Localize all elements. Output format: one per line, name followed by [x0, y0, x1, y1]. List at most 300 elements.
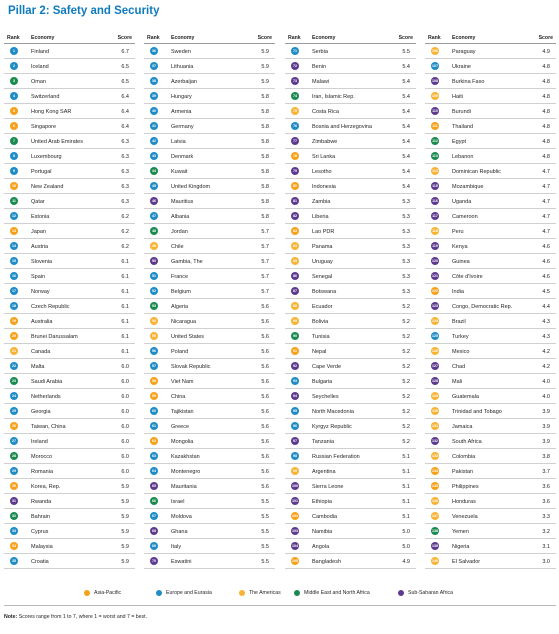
rank-badge: 125	[432, 334, 438, 339]
score-value: 5.8	[261, 153, 269, 160]
score-value: 6.7	[121, 48, 129, 55]
economy-name: Netherlands	[31, 393, 61, 400]
table-row	[144, 59, 275, 74]
rank-badge: 11	[10, 197, 18, 205]
economy-name: Viet Nam	[171, 378, 194, 385]
score-value: 4.6	[542, 243, 550, 250]
score-value: 5.9	[261, 78, 269, 85]
score-value: 5.4	[402, 138, 410, 145]
rank-badge: 96	[293, 424, 297, 429]
rank-badge: 49	[152, 244, 156, 249]
rank-badge: 133	[432, 454, 438, 459]
score-value: 5.8	[261, 213, 269, 220]
table-row	[4, 44, 135, 59]
rank-badge: 105	[292, 559, 298, 564]
table-row	[144, 149, 275, 164]
table-row	[285, 179, 416, 194]
score-value: 5.4	[402, 168, 410, 175]
economy-name: Rwanda	[31, 498, 52, 505]
economy-name: Yemen	[452, 528, 469, 535]
table-row	[144, 194, 275, 209]
score-value: 6.5	[121, 63, 129, 70]
rank-badge: 72	[293, 64, 297, 69]
table-row	[425, 209, 556, 224]
economy-name: Austria	[31, 243, 49, 250]
economy-name: Norway	[31, 288, 50, 295]
rank-badge: 91	[293, 349, 297, 354]
score-value: 5.6	[261, 363, 269, 370]
rank-badge: 87	[293, 289, 297, 294]
table-row	[285, 404, 416, 419]
table-row	[144, 389, 275, 404]
economy-name: Slovenia	[31, 258, 53, 265]
table-row	[285, 554, 416, 569]
score-value: 5.4	[402, 93, 410, 100]
ranking-column	[144, 35, 275, 569]
score-value: 6.2	[121, 213, 129, 220]
table-row	[144, 419, 275, 434]
legend-label: The Americas	[249, 590, 281, 596]
table-row	[425, 44, 556, 59]
economy-name: Nepal	[312, 348, 327, 355]
score-value: 5.1	[402, 513, 410, 520]
score-value: 6.0	[121, 378, 129, 385]
economy-name: Chile	[171, 243, 184, 250]
score-value: 5.6	[261, 408, 269, 415]
rank-badge: 74	[293, 94, 297, 99]
header-rank: Rank	[7, 35, 20, 41]
score-value: 6.1	[121, 273, 129, 280]
economy-name: Uruguay	[312, 258, 333, 265]
table-row	[144, 269, 275, 284]
table-row	[285, 359, 416, 374]
rank-badge: 117	[432, 214, 438, 219]
rank-badge: 78	[293, 154, 297, 159]
table-row	[4, 119, 135, 134]
rank-badge: 132	[432, 439, 438, 444]
economy-name: Sri Lanka	[312, 153, 336, 160]
score-value: 5.7	[261, 228, 269, 235]
score-value: 3.6	[542, 498, 550, 505]
economy-name: Cameroon	[452, 213, 478, 220]
rank-badge: 135	[432, 484, 438, 489]
economy-name: India	[452, 288, 464, 295]
table-row	[4, 464, 135, 479]
score-value: 5.6	[261, 393, 269, 400]
score-value: 4.7	[542, 168, 550, 175]
rank-badge: 58	[152, 379, 156, 384]
rank-badge: 123	[432, 304, 438, 309]
rank-badge: 95	[293, 409, 297, 414]
rank-badge: 38	[152, 79, 156, 84]
table-row	[4, 539, 135, 554]
score-value: 4.4	[542, 303, 550, 310]
table-row	[285, 284, 416, 299]
table-row	[144, 509, 275, 524]
rank-badge: 102	[292, 514, 298, 519]
rank-badge: 99	[293, 469, 297, 474]
score-value: 5.8	[261, 93, 269, 100]
score-value: 4.8	[542, 108, 550, 115]
table-row	[4, 314, 135, 329]
header-score: Score	[117, 35, 132, 41]
table-row	[425, 284, 556, 299]
economy-name: Mauritania	[171, 483, 197, 490]
table-row	[4, 74, 135, 89]
rank-badge: 113	[432, 154, 438, 159]
rank-badge: 19	[12, 319, 16, 324]
rank-badge: 129	[432, 394, 438, 399]
economy-name: Burundi	[452, 108, 471, 115]
score-value: 6.3	[121, 153, 129, 160]
economy-name: Australia	[31, 318, 53, 325]
score-value: 5.2	[402, 393, 410, 400]
score-value: 5.9	[121, 498, 129, 505]
score-value: 5.2	[402, 348, 410, 355]
score-value: 4.9	[402, 558, 410, 565]
score-value: 5.3	[402, 198, 410, 205]
score-value: 4.7	[542, 228, 550, 235]
score-value: 6.4	[121, 123, 129, 130]
table-row	[144, 479, 275, 494]
table-row	[144, 314, 275, 329]
score-value: 5.5	[261, 528, 269, 535]
rank-badge: 65	[152, 484, 156, 489]
score-value: 5.2	[402, 333, 410, 340]
economy-name: Bolivia	[312, 318, 329, 325]
rank-badge: 121	[432, 274, 438, 279]
economy-name: Ireland	[31, 438, 48, 445]
table-row	[4, 104, 135, 119]
economy-name: Lebanon	[452, 153, 474, 160]
score-value: 6.0	[121, 363, 129, 370]
column-header	[144, 35, 275, 43]
score-value: 4.7	[542, 183, 550, 190]
ranking-column	[285, 35, 416, 569]
score-value: 3.9	[542, 438, 550, 445]
table-row	[425, 494, 556, 509]
legend-item	[294, 590, 370, 596]
table-row	[285, 134, 416, 149]
table-row	[425, 119, 556, 134]
rank-badge: 116	[432, 199, 438, 204]
score-value: 3.7	[542, 468, 550, 475]
rank-badge: 92	[293, 364, 297, 369]
rank-badge: 24	[12, 394, 16, 399]
legend-label: Middle East and North Africa	[304, 590, 370, 596]
economy-name: Kyrgyz Republic	[312, 423, 352, 430]
score-value: 3.6	[542, 483, 550, 490]
table-row	[144, 434, 275, 449]
score-value: 5.4	[402, 123, 410, 130]
economy-name: Colombia	[452, 453, 476, 460]
economy-name: Poland	[171, 348, 189, 355]
legend-swatch	[398, 590, 404, 596]
economy-name: Namibia	[312, 528, 333, 535]
column-header	[285, 35, 416, 43]
rank-badge: 137	[432, 514, 438, 519]
economy-name: Mali	[452, 378, 463, 385]
score-value: 5.7	[261, 243, 269, 250]
rank-badge: 53	[152, 304, 156, 309]
score-value: 6.0	[121, 438, 129, 445]
rank-badge: 68	[152, 529, 156, 534]
rank-badge: 41	[152, 124, 156, 129]
economy-name: Armenia	[171, 108, 192, 115]
rank-badge: 82	[293, 214, 297, 219]
table-row	[285, 254, 416, 269]
score-value: 4.7	[542, 198, 550, 205]
economy-name: China	[171, 393, 186, 400]
rank-badge: 71	[293, 49, 297, 54]
economy-name: Malawi	[312, 78, 330, 85]
score-value: 5.6	[261, 468, 269, 475]
score-value: 5.4	[402, 108, 410, 115]
table-row	[144, 329, 275, 344]
score-value: 5.5	[261, 513, 269, 520]
economy-name: Sweden	[171, 48, 191, 55]
score-value: 4.2	[542, 348, 550, 355]
score-value: 5.2	[402, 318, 410, 325]
table-row	[285, 464, 416, 479]
score-value: 5.3	[402, 258, 410, 265]
score-value: 5.9	[121, 513, 129, 520]
score-value: 6.0	[121, 408, 129, 415]
table-row	[285, 119, 416, 134]
economy-name: Bangladesh	[312, 558, 342, 565]
rank-badge: 111	[432, 124, 438, 129]
score-value: 5.8	[261, 138, 269, 145]
score-value: 5.9	[121, 528, 129, 535]
economy-name: Montenegro	[171, 468, 201, 475]
table-row	[4, 374, 135, 389]
economy-name: Estonia	[31, 213, 50, 220]
table-row	[4, 134, 135, 149]
legend-divider	[4, 605, 556, 606]
score-value: 5.3	[402, 243, 410, 250]
header-rank: Rank	[288, 35, 301, 41]
header-score: Score	[398, 35, 413, 41]
table-row	[144, 254, 275, 269]
score-value: 6.2	[121, 228, 129, 235]
table-row	[425, 224, 556, 239]
economy-name: Portugal	[31, 168, 52, 175]
table-row	[4, 554, 135, 569]
table-row	[4, 164, 135, 179]
table-row	[285, 314, 416, 329]
table-row	[425, 479, 556, 494]
economy-name: Mexico	[452, 348, 470, 355]
table-row	[4, 419, 135, 434]
rank-badge: 22	[12, 364, 16, 369]
economy-name: Zambia	[312, 198, 331, 205]
table-row	[285, 164, 416, 179]
rank-badge: 67	[152, 514, 156, 519]
table-row	[4, 269, 135, 284]
rank-badge: 77	[293, 139, 297, 144]
economy-name: Nicaragua	[171, 318, 197, 325]
table-row	[285, 374, 416, 389]
economy-name: Tajikistan	[171, 408, 194, 415]
table-row	[285, 434, 416, 449]
score-value: 4.0	[542, 378, 550, 385]
economy-name: Russian Federation	[312, 453, 360, 460]
table-row	[144, 284, 275, 299]
economy-name: Oman	[31, 78, 46, 85]
table-row	[285, 449, 416, 464]
score-value: 3.8	[542, 453, 550, 460]
region-legend	[0, 588, 559, 600]
table-row	[144, 539, 275, 554]
rank-badge: 15	[12, 259, 16, 264]
economy-name: Costa Rica	[312, 108, 339, 115]
table-row	[425, 524, 556, 539]
economy-name: Seychelles	[312, 393, 339, 400]
economy-name: Guatemala	[452, 393, 479, 400]
rank-badge: 51	[152, 274, 156, 279]
table-row	[4, 524, 135, 539]
score-value: 6.0	[121, 468, 129, 475]
rank-badge: 85	[293, 259, 297, 264]
economy-name: Senegal	[312, 273, 333, 280]
rank-badge: 3	[10, 77, 18, 85]
economy-name: Burkina Faso	[452, 78, 485, 85]
table-row	[4, 479, 135, 494]
rank-badge: 115	[432, 184, 438, 189]
table-row	[4, 179, 135, 194]
rank-badge: 124	[432, 319, 438, 324]
table-row	[285, 104, 416, 119]
score-value: 3.1	[542, 543, 550, 550]
rank-badge: 57	[152, 364, 156, 369]
economy-name: Bosnia and Herzegovina	[312, 123, 372, 130]
economy-name: Chad	[452, 363, 466, 370]
score-value: 5.7	[261, 288, 269, 295]
rank-badge: 60	[152, 409, 156, 414]
table-row	[285, 194, 416, 209]
rank-badge: 100	[292, 484, 298, 489]
score-value: 5.6	[261, 303, 269, 310]
rank-badge: 6	[10, 122, 18, 130]
table-row	[425, 509, 556, 524]
table-row	[425, 449, 556, 464]
economy-name: South Africa	[452, 438, 482, 445]
table-row	[144, 404, 275, 419]
score-value: 5.6	[261, 423, 269, 430]
table-row	[4, 89, 135, 104]
table-row	[285, 539, 416, 554]
economy-name: Albania	[171, 213, 190, 220]
score-value: 5.1	[402, 468, 410, 475]
table-row	[144, 179, 275, 194]
table-row	[425, 254, 556, 269]
score-value: 5.8	[261, 123, 269, 130]
rank-badge: 43	[152, 154, 156, 159]
rank-badge: 93	[293, 379, 297, 384]
economy-name: Brunei Darussalam	[31, 333, 78, 340]
economy-name: Bahrain	[31, 513, 50, 520]
legend-item	[156, 590, 212, 596]
economy-name: Cambodia	[312, 513, 338, 520]
score-value: 5.3	[402, 228, 410, 235]
score-value: 4.0	[542, 393, 550, 400]
table-row	[425, 179, 556, 194]
table-row	[425, 539, 556, 554]
table-row	[285, 239, 416, 254]
rank-badge: 120	[432, 259, 438, 264]
score-value: 4.6	[542, 273, 550, 280]
rank-badge: 39	[152, 94, 156, 99]
header-rank: Rank	[428, 35, 441, 41]
table-row	[425, 419, 556, 434]
rank-badge: 55	[152, 334, 156, 339]
table-row	[4, 434, 135, 449]
score-value: 5.6	[261, 348, 269, 355]
score-value: 5.9	[121, 558, 129, 565]
table-row	[425, 149, 556, 164]
economy-name: Romania	[31, 468, 54, 475]
table-row	[285, 344, 416, 359]
rank-badge: 30	[12, 484, 16, 489]
table-row	[144, 524, 275, 539]
score-value: 5.4	[402, 78, 410, 85]
score-value: 5.3	[402, 288, 410, 295]
score-value: 5.4	[402, 153, 410, 160]
economy-name: Dominican Republic	[452, 168, 501, 175]
table-row	[285, 149, 416, 164]
header-score: Score	[538, 35, 553, 41]
table-row	[425, 239, 556, 254]
table-row	[4, 209, 135, 224]
rank-badge: 139	[432, 544, 438, 549]
score-value: 3.2	[542, 528, 550, 535]
economy-name: Croatia	[31, 558, 49, 565]
score-value: 4.8	[542, 63, 550, 70]
rank-badge: 89	[293, 319, 297, 324]
economy-name: Ethiopia	[312, 498, 332, 505]
legend-item	[84, 590, 121, 596]
table-row	[425, 89, 556, 104]
score-value: 6.3	[121, 138, 129, 145]
economy-name: Gambia, The	[171, 258, 203, 265]
economy-name: Honduras	[452, 498, 476, 505]
rank-badge: 84	[293, 244, 297, 249]
economy-name: Georgia	[31, 408, 51, 415]
score-value: 5.2	[402, 363, 410, 370]
economy-name: Iceland	[31, 63, 49, 70]
economy-name: Ghana	[171, 528, 188, 535]
rank-badge: 83	[293, 229, 297, 234]
rank-badge: 75	[293, 109, 297, 114]
legend-item	[398, 590, 453, 596]
economy-name: Tanzania	[312, 438, 335, 445]
table-row	[4, 389, 135, 404]
rank-badge: 17	[12, 289, 16, 294]
economy-name: United Kingdom	[171, 183, 211, 190]
rank-badge: 81	[293, 199, 297, 204]
score-value: 6.3	[121, 183, 129, 190]
score-value: 4.6	[542, 258, 550, 265]
rank-badge: 122	[432, 289, 438, 294]
footnote-text: Scores range from 1 to 7, where 1 = worst and 7 = best.	[18, 614, 148, 620]
rank-badge: 34	[12, 544, 16, 549]
score-value: 5.6	[261, 378, 269, 385]
table-row	[144, 104, 275, 119]
economy-name: Guinea	[452, 258, 470, 265]
rank-badge: 5	[10, 107, 18, 115]
rank-badge: 108	[432, 79, 438, 84]
rank-badge: 25	[12, 409, 16, 414]
